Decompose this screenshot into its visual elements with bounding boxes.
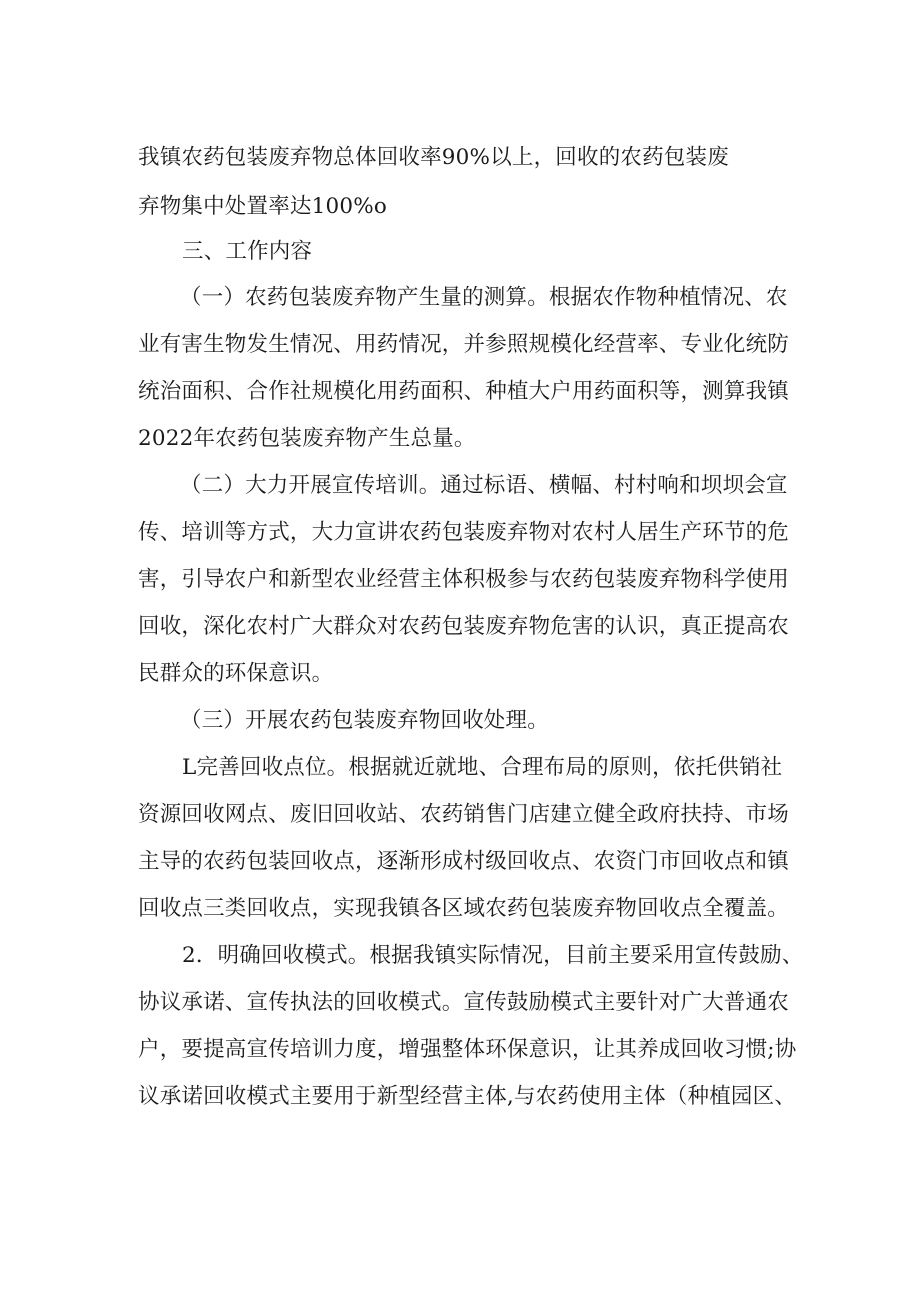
paragraph-2-line-5: 民群众的环保意识。	[138, 661, 334, 686]
item-1-line-4: 回收点三类回收点，实现我镇各区域农药包装废弃物回收点全覆盖。	[138, 896, 790, 921]
paragraph-3-heading: （三）开展农药包装废弃物回收处理。	[180, 708, 549, 733]
paragraph-1-line-2: 业有害生物发生情况、用药情况，并参照规模化经营率、专业化统防	[138, 332, 790, 357]
item-2-line-1: 2．明确回收模式。根据我镇实际情况，目前主要采用宣传鼓励、	[182, 943, 804, 968]
paragraph-2-line-1: （二）大力开展宣传培训。通过标语、横幅、村村响和坝坝会宣	[180, 473, 788, 498]
item-2-line-3: 户，要提高宣传培训力度，增强整体环保意识，让其养成回收习惯;协	[138, 1037, 797, 1062]
paragraph-2-line-4: 回收，深化农村广大群众对农药包装废弃物危害的认识，真正提高农	[138, 614, 790, 639]
item-1-line-3: 主导的农药包装回收点，逐渐形成村级回收点、农资门市回收点和镇	[138, 849, 790, 874]
item-2-line-4: 议承诺回收模式主要用于新型经营主体,与农药使用主体（种植园区、	[138, 1084, 797, 1109]
text-line-2: 弃物集中处置率达100%o	[138, 194, 388, 219]
item-1-line-2: 资源回收网点、废旧回收站、农药销售门店建立健全政府扶持、市场	[138, 802, 790, 827]
paragraph-1-line-1: （一）农药包装废弃物产生量的测算。根据农作物种植情况、农	[180, 285, 788, 310]
section-heading: 三、工作内容	[182, 239, 313, 264]
paragraph-1-line-3: 统治面积、合作社规模化用药面积、种植大户用药面积等，测算我镇	[138, 379, 790, 404]
paragraph-1-line-4: 2022年农药包装废弃物产生总量。	[138, 426, 476, 451]
text-line-1: 我镇农药包装废弃物总体回收率90%以上，回收的农药包装废	[138, 145, 729, 170]
paragraph-2-line-2: 传、培训等方式，大力宣讲农药包装废弃物对农村人居生产环节的危	[138, 520, 790, 545]
item-2-line-2: 协议承诺、宣传执法的回收模式。宣传鼓励模式主要针对广大普通农	[138, 990, 790, 1015]
paragraph-2-line-3: 害，引导农户和新型农业经营主体积极参与农药包装废弃物科学使用	[138, 567, 790, 592]
item-1-line-1: L完善回收点位。根据就近就地、合理布局的原则，依托供销社	[182, 755, 783, 780]
